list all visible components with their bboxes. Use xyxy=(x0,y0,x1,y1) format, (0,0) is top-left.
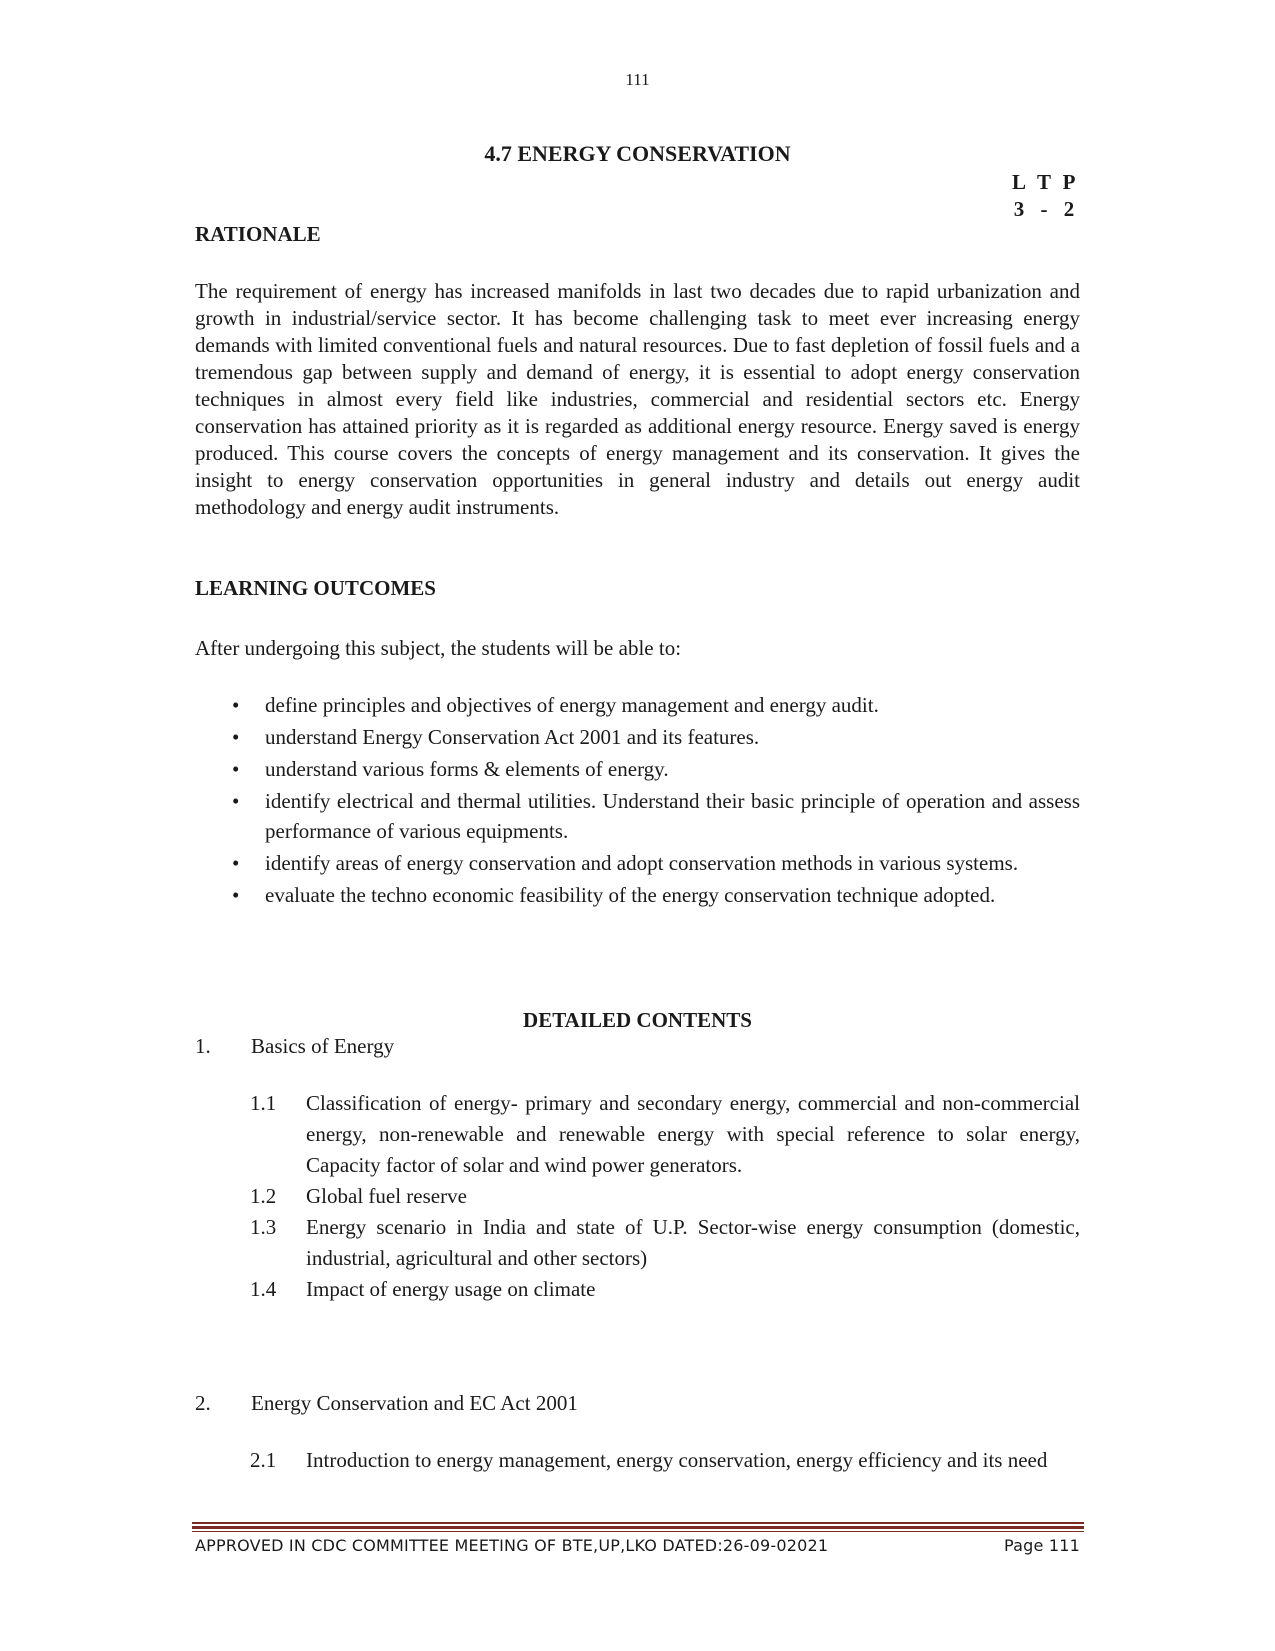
footer-rule-bottom xyxy=(192,1531,1084,1532)
outcome-text: understand various forms & elements of energy. xyxy=(265,757,669,781)
ltp-value-p: 2 xyxy=(1063,197,1075,221)
ltp-label-t: T xyxy=(1036,170,1051,194)
outcome-text: identify electrical and thermal utilities. Understand their basic principle of operation and assess performance of various equipments. xyxy=(265,789,1080,843)
unit-number: 2. xyxy=(195,1391,211,1415)
bullet-icon: • xyxy=(232,789,240,813)
outcome-text: evaluate the techno economic feasibility of the energy conservation technique adopted. xyxy=(265,883,996,907)
list-item xyxy=(195,848,1080,878)
list-item xyxy=(195,880,1080,910)
footer-rule-top xyxy=(192,1522,1084,1524)
subtopic-number: 1.1 xyxy=(250,1091,277,1115)
subtopic-number: 1.4 xyxy=(250,1277,277,1301)
unit-number: 1. xyxy=(195,1034,211,1058)
unit-1-subtopics xyxy=(250,1088,1080,1305)
rationale-heading: RATIONALE xyxy=(195,222,321,246)
ltp-table xyxy=(1009,169,1079,223)
ltp-label-p: P xyxy=(1062,170,1076,194)
bullet-icon: • xyxy=(232,851,240,875)
footer-divider xyxy=(192,1522,1084,1532)
approval-note: APPROVED IN CDC COMMITTEE MEETING OF BTE,UP,LKO DATED:26-09-02021 xyxy=(195,1536,829,1555)
list-item xyxy=(250,1212,1080,1274)
list-item xyxy=(195,786,1080,846)
subtopic-text: Impact of energy usage on climate xyxy=(306,1277,596,1301)
subtopic-text: Classification of energy- primary and secondary energy, commercial and non-commercial energy, non-renewable and renewable energy with special reference to solar energy, Capacity factor of solar and wind power generators. xyxy=(306,1091,1080,1177)
learning-outcomes-heading: LEARNING OUTCOMES xyxy=(195,576,436,600)
ltp-labels-row xyxy=(1009,169,1079,196)
footer-rule-middle xyxy=(192,1526,1084,1529)
list-item xyxy=(195,690,1080,720)
list-item xyxy=(250,1088,1080,1181)
unit-title: Energy Conservation and EC Act 2001 xyxy=(251,1391,578,1415)
subtopic-text: Introduction to energy management, energy conservation, energy efficiency and its need xyxy=(306,1448,1048,1472)
unit-2-subtopics xyxy=(250,1445,1080,1476)
outcome-text: understand Energy Conservation Act 2001 and its features. xyxy=(265,725,760,749)
list-item xyxy=(195,754,1080,784)
list-item xyxy=(250,1181,1080,1212)
learning-outcomes-intro: After undergoing this subject, the students will be able to: xyxy=(195,636,682,660)
list-item xyxy=(195,722,1080,752)
outcome-text: identify areas of energy conservation and adopt conservation methods in various systems. xyxy=(265,851,1019,875)
ltp-value-t: - xyxy=(1040,197,1048,221)
page-number: 111 xyxy=(625,70,650,89)
ltp-label-l: L xyxy=(1011,170,1026,194)
list-item xyxy=(250,1445,1080,1476)
rationale-paragraph: The requirement of energy has increased manifolds in last two decades due to rapid urbanization and growth in industrial/service sector. It has become challenging task to meet ever increasing energy demands with limited conventional fuels and natural resources. Due to fast depletion of fossil fuels and a tremendous gap between supply and demand of energy, it is essential to adopt energy conservation techniques in almost every field like industries, commercial and residential sectors etc. Energy conservation has attained priority as it is regarded as additional energy resource. Energy saved is energy produced. This course covers the concepts of energy management and its conservation. It gives the insight to energy conservation opportunities in general industry and details out energy audit methodology and energy audit instruments. xyxy=(195,279,1080,519)
bullet-icon: • xyxy=(232,693,240,717)
subtopic-text: Energy scenario in India and state of U.P. Sector-wise energy consumption (domestic, industrial, agricultural and other sectors) xyxy=(306,1215,1080,1270)
subtopic-number: 1.3 xyxy=(250,1215,277,1239)
subtopic-number: 2.1 xyxy=(250,1448,277,1472)
course-title: 4.7 ENERGY CONSERVATION xyxy=(484,141,791,166)
outcome-text: define principles and objectives of energy management and energy audit. xyxy=(265,693,879,717)
unit-title: Basics of Energy xyxy=(251,1034,395,1058)
footer-page-label: Page 111 xyxy=(1004,1536,1080,1555)
bullet-icon: • xyxy=(232,883,240,907)
subtopic-text: Global fuel reserve xyxy=(306,1184,467,1208)
bullet-icon: • xyxy=(232,725,240,749)
learning-outcomes-list xyxy=(195,690,1080,912)
list-item xyxy=(250,1274,1080,1305)
ltp-values-row xyxy=(1009,196,1079,223)
subtopic-number: 1.2 xyxy=(250,1184,277,1208)
detailed-contents-heading: DETAILED CONTENTS xyxy=(523,1008,752,1032)
page-footer xyxy=(195,1536,1080,1555)
bullet-icon: • xyxy=(232,757,240,781)
ltp-value-l: 3 xyxy=(1013,197,1025,221)
